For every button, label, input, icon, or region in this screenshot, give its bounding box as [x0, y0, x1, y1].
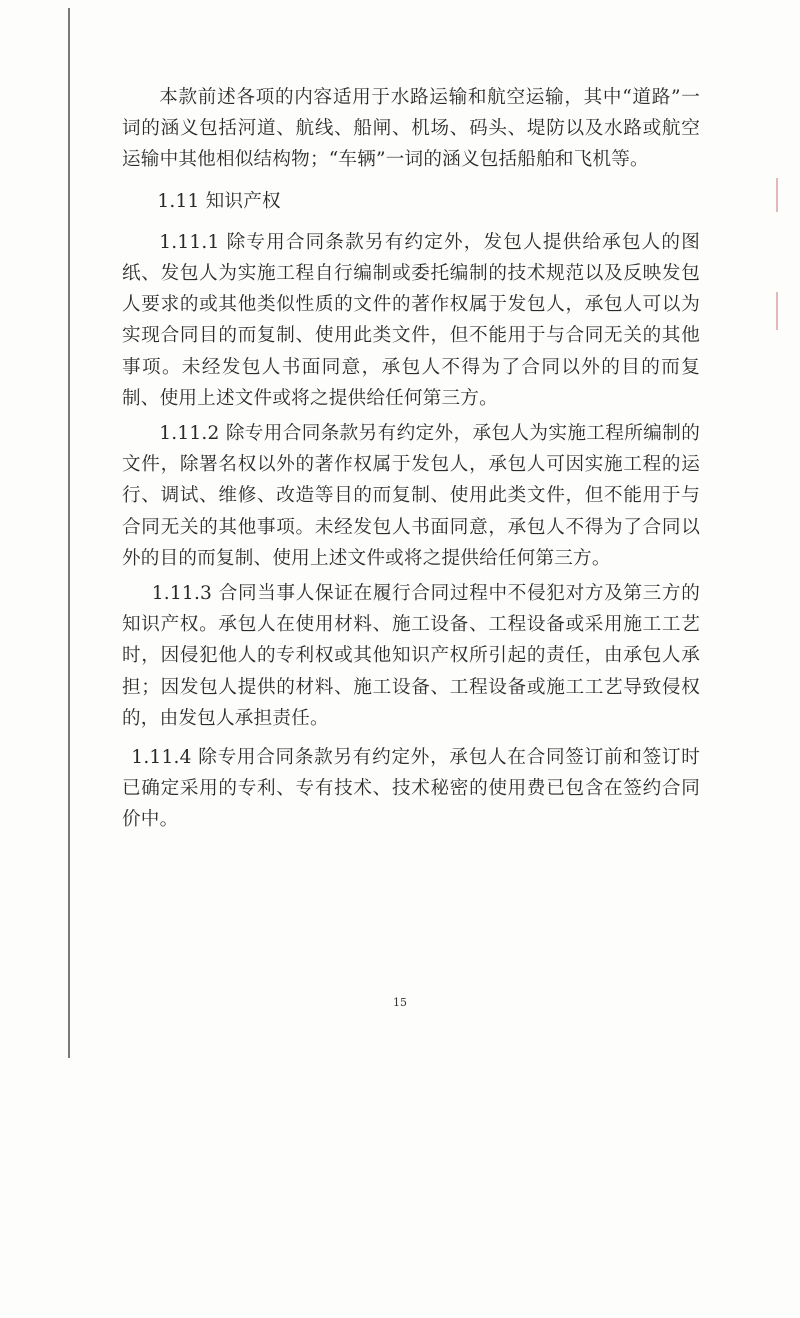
edge-stain-mark: [776, 292, 778, 330]
binding-margin-line: [68, 8, 70, 1058]
document-body: [122, 82, 700, 836]
clause-1-11-3: 1.11.3 合同当事人保证在履行合同过程中不侵犯对方及第三方的知识产权。承包人在使用材料、施工设备、工程设备或采用施工工艺时，因侵犯他人的专利权或其他知识产权所引起的责任，由承包人承担；因发包人提供的材料、施工设备、工程设备或施工工艺导致侵权的，由发包人承担责任。: [122, 583, 700, 729]
page-number: 15: [393, 996, 407, 1009]
clause-1-11-4: 1.11.4 除专用合同条款另有约定外，承包人在合同签订前和签订时已确定采用的专利、专有技术、技术秘密的使用费已包含在签约合同价中。: [122, 747, 700, 831]
section-heading: 1.11 知识产权: [157, 190, 281, 212]
clause-1-11-1: 1.11.1 除专用合同条款另有约定外，发包人提供给承包人的图纸、发包人为实施工程自行编制或委托编制的技术规范以及反映发包人要求的或其他类似性质的文件的著作权属于发包人，承包人可以为实现合同目的而复制、使用此类文件，但不能用于与合同无关的其他事项。未经发包人书面同意，承包人不得为了合同以外的目的而复制、使用上述文件或将之提供给任何第三方。: [122, 231, 700, 409]
clause-1-11-2: 1.11.2 除专用合同条款另有约定外，承包人为实施工程所编制的文件，除署名权以外的著作权属于发包人，承包人可因实施工程的运行、调试、维修、改造等目的而复制、使用此类文件，但不能用于与合同无关的其他事项。未经发包人书面同意，承包人不得为了合同以外的目的而复制、使用上述文件或将之提供给任何第三方。: [122, 423, 700, 569]
edge-stain-mark: [776, 178, 778, 212]
intro-paragraph: 本款前述各项的内容适用于水路运输和航空运输，其中“道路”一词的涵义包括河道、航线、船闸、机场、码头、堤防以及水路或航空运输中其他相似结构物；“车辆”一词的涵义包括船舶和飞机等。: [122, 87, 701, 171]
